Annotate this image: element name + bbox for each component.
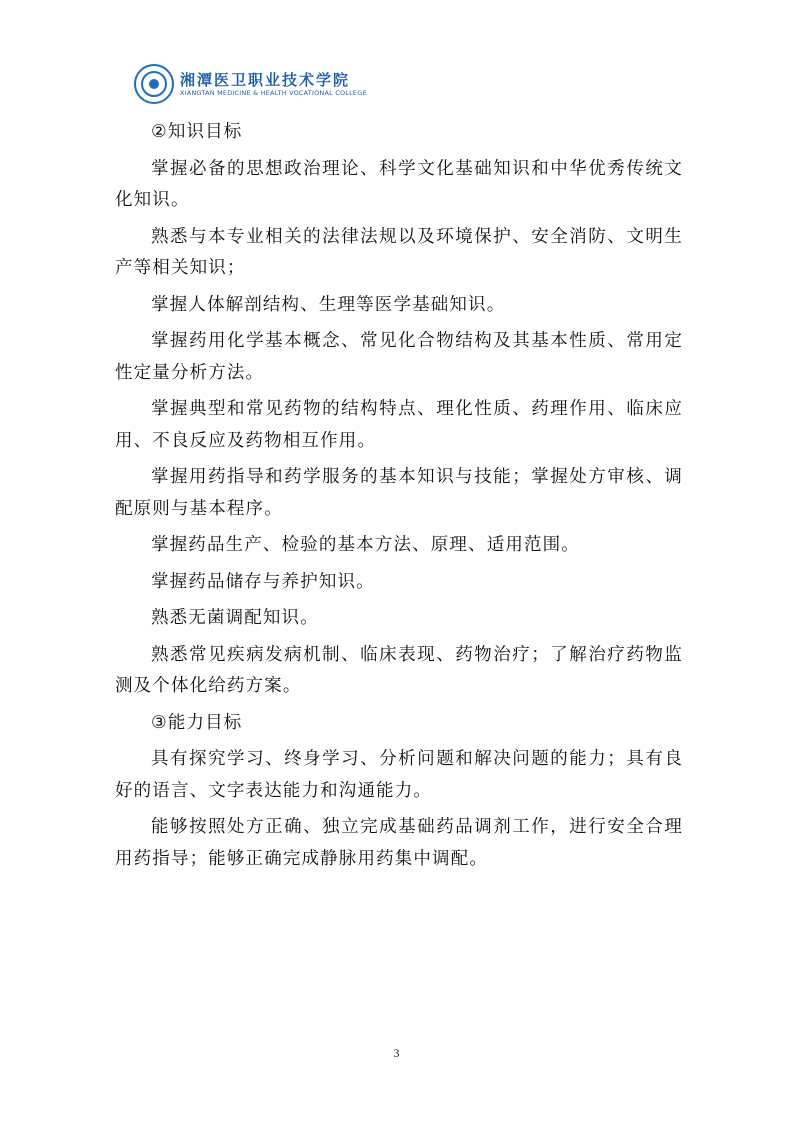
school-name-cn: 湘潭医卫职业技术学院 <box>180 70 351 89</box>
page-number: 3 <box>393 1046 400 1060</box>
paragraph: 掌握用药指导和药学服务的基本知识与技能；掌握处方审核、调配原则与基本程序。 <box>115 467 683 519</box>
paragraph: 能够按照处方正确、独立完成基础药品调剂工作，进行安全合理用药指导；能够正确完成静脉用药集中调配。 <box>115 817 683 869</box>
page-header <box>134 62 367 106</box>
paragraph: 掌握人体解剖结构、生理等医学基础知识。 <box>151 294 506 315</box>
school-name-en: XIANGTAN MEDICINE & HEALTH VOCATIONAL COLLEGE <box>180 88 367 97</box>
paragraph: 掌握必备的思想政治理论、科学文化基础知识和中华优秀传统文化知识。 <box>115 158 683 210</box>
school-brand <box>180 71 367 98</box>
paragraph: 熟悉常见疾病发病机制、临床表现、药物治疗；了解治疗药物监测及个体化给药方案。 <box>115 644 683 696</box>
school-seal-icon <box>134 64 174 104</box>
section-heading-ability: ③能力目标 <box>151 712 243 733</box>
paragraph: 掌握药品生产、检验的基本方法、原理、适用范围。 <box>151 535 580 555</box>
paragraph: 熟悉无菌调配知识。 <box>151 608 319 628</box>
paragraph: 掌握药品储存与养护知识。 <box>151 571 375 592</box>
paragraph: 熟悉与本专业相关的法律法规以及环境保护、安全消防、文明生产等相关知识； <box>115 226 683 278</box>
paragraph: 掌握典型和常见药物的结构特点、理化性质、药理作用、临床应用、不良反应及药物相互作用。 <box>115 399 683 451</box>
paragraph: 具有探究学习、终身学习、分析问题和解决问题的能力；具有良好的语言、文字表达能力和沟通能力。 <box>115 749 683 801</box>
section-heading-knowledge: ②知识目标 <box>151 122 243 142</box>
paragraph: 掌握药用化学基本概念、常见化合物结构及其基本性质、常用定性定量分析方法。 <box>115 331 683 383</box>
seal-center <box>149 79 159 89</box>
document-body <box>115 117 683 880</box>
